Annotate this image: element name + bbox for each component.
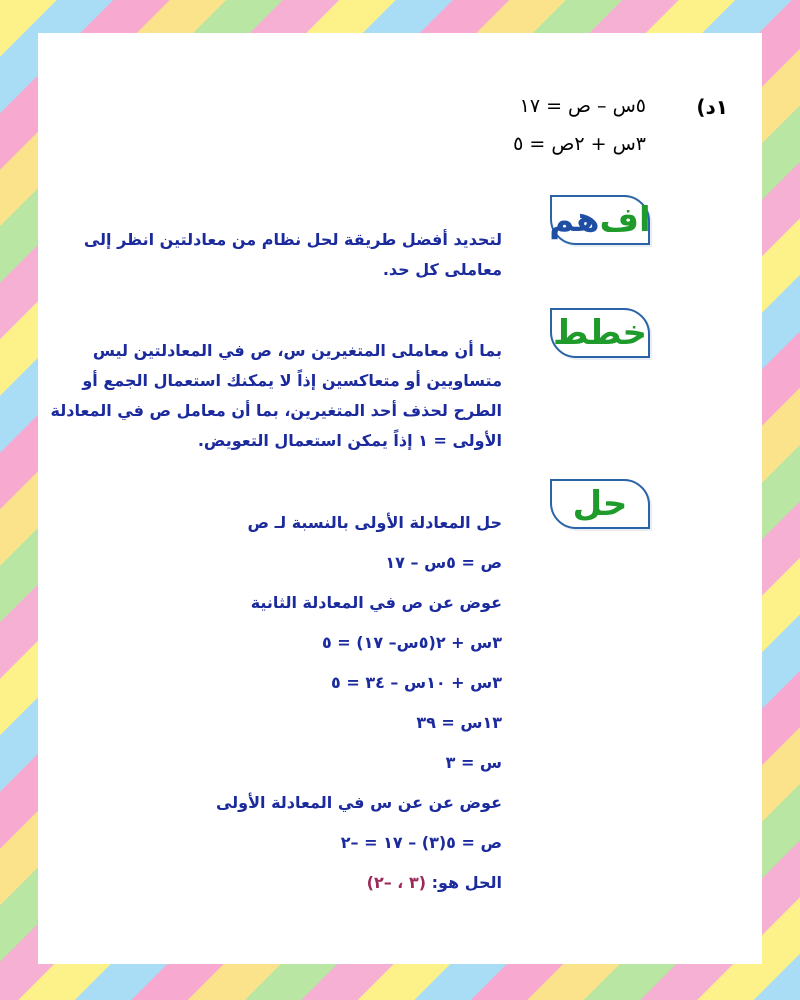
worksheet-page: [38, 33, 762, 964]
solve-step-6: ١٣س = ٣٩: [416, 713, 502, 732]
solution-line: [367, 873, 502, 892]
solution-label: الحل هو:: [431, 873, 502, 892]
solve-step-1: حل المعادلة الأولى بالنسبة لـ ص: [247, 513, 502, 532]
solve-step-3: عوض عن ص في المعادلة الثانية: [250, 593, 502, 612]
solve-step-2: ص = ٥س – ١٧: [385, 553, 502, 572]
understand-badge: [550, 195, 650, 245]
solution-value: (٣ ، –٢): [366, 873, 427, 892]
plan-badge: [550, 308, 650, 358]
solve-step-4: ٣س + ٢(٥س– ١٧) = ٥: [321, 633, 502, 652]
solve-step-9: ص = ٥(٣) – ١٧ = –٢: [340, 833, 502, 852]
equation-2: ٣س + ٢ص = ٥: [513, 133, 646, 155]
equation-1: ٥س – ص = ١٧: [519, 95, 646, 117]
solve-step-7: س = ٣: [445, 753, 502, 772]
plan-badge-label: خطط: [552, 313, 648, 353]
solve-badge-label: حل: [572, 484, 628, 524]
understand-text: لتحديد أفضل طريقة لحل نظام من معادلتين انظر إلى معاملى كل حد.: [83, 230, 502, 279]
understand-badge-blue: هم: [549, 200, 600, 240]
solve-step-8: عوض عن عن س في المعادلة الأولى: [215, 793, 502, 812]
problem-number: ١د): [696, 95, 728, 119]
understand-badge-green: اف: [599, 200, 651, 240]
solve-badge: [550, 479, 650, 529]
plan-text: بما أن معاملى المتغيرين س، ص في المعادلتين ليس متساويين أو متعاكسين إذاً لا يمكنك استعمال الجمع أو الطرح لحذف أحد المتغيرين، بما أن معامل ص في المعادلة الأولى = ١ إذاً يمكن استعمال التعويض.: [50, 341, 502, 450]
solve-step-5: ٣س + ١٠س – ٣٤ = ٥: [331, 673, 502, 692]
